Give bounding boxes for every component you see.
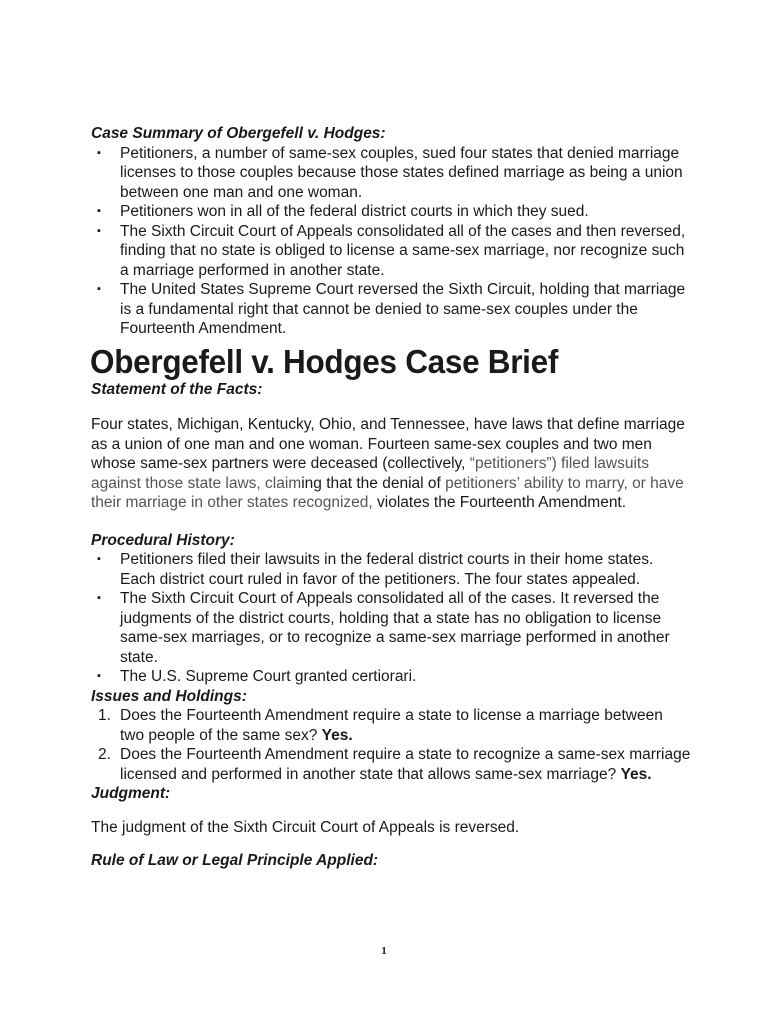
bullet-marker: ▪ — [97, 283, 101, 295]
list-item: 2. Does the Fourteenth Amendment require a state to recognize a same-sex marriage licensed and performed in another state that allows same-sex marriage? Yes. — [98, 746, 691, 783]
judgment-heading: Judgment: — [91, 785, 171, 802]
summary-heading: Case Summary of Obergefell v. Hodges: — [91, 125, 386, 142]
rule-of-law-heading: Rule of Law or Legal Principle Applied: — [91, 852, 379, 869]
bullet-marker: ▪ — [97, 592, 101, 604]
procedural-history-heading: Procedural History: — [91, 531, 235, 549]
judgment-text: The judgment of the Sixth Circuit Court of Appeals is reversed. — [91, 818, 520, 836]
bullet-marker: ▪ — [97, 224, 101, 237]
list-item: 1. Does the Fourteenth Amendment require a state to license a marriage between two people of the same sex? Yes. — [98, 707, 663, 744]
summary-bullet-list — [91, 144, 691, 339]
list-item: ▪ Petitioners filed their lawsuits in the federal district courts in their home states. Each district court ruled in favor of the petitioners. The four states appealed. — [97, 551, 654, 588]
list-item: ▪ The Sixth Circuit Court of Appeals consolidated all of the cases and then reversed, finding that no state is obliged to license a same-sex marriage, nor recognize such a marriage performed in another state. — [97, 222, 686, 279]
list-item: ▪ The Sixth Circuit Court of Appeals consolidated all of the cases. It reversed the judgments of the district courts, holding that a state has no obligation to license same-sex marriages, or to recognize a same-sex marriage performed in another state. — [97, 590, 670, 666]
facts-paragraph: Four states, Michigan, Kentucky, Ohio, and Tennessee, have laws that define marriage as a union of one man and one woman. Fourteen same-sex couples and two men whose same-sex partners were deceased (collectively, “petitioners”) filed lawsuits against those state laws, claiming that the denial of petitioners’ ability to marry, or have their marriage in other states recognized, violates the Fourteenth Amendment. — [91, 416, 685, 511]
issues-list — [91, 706, 691, 784]
facts-heading: Statement of the Facts: — [91, 380, 263, 398]
issue-answer: Yes. — [321, 726, 353, 744]
list-item: ▪ The United States Supreme Court reversed the Sixth Circuit, holding that marriage is a fundamental right that cannot be denied to same-sex couples under the Fourteenth Amendment. — [97, 281, 686, 337]
procedural-bullet-list — [91, 550, 691, 687]
list-item: ▪ Petitioners won in all of the federal district courts in which they sued. — [97, 203, 589, 220]
list-item: ▪ The U.S. Supreme Court granted certiorari. — [97, 668, 417, 685]
bullet-marker: ▪ — [97, 670, 101, 682]
document-page — [91, 124, 691, 871]
list-item: ▪ Petitioners, a number of same-sex couples, sued four states that denied marriage licenses to those couples because those states defined marriage as being a union between one man and one woman. — [97, 144, 683, 201]
issue-answer: Yes. — [620, 765, 652, 783]
brief-title: Obergefell v. Hodges Case Brief — [90, 341, 559, 380]
page-number: 1 — [381, 945, 387, 957]
bullet-marker: ▪ — [97, 553, 101, 565]
bullet-marker: ▪ — [97, 146, 101, 159]
bullet-marker: ▪ — [97, 205, 101, 217]
issues-heading: Issues and Holdings: — [91, 687, 247, 705]
